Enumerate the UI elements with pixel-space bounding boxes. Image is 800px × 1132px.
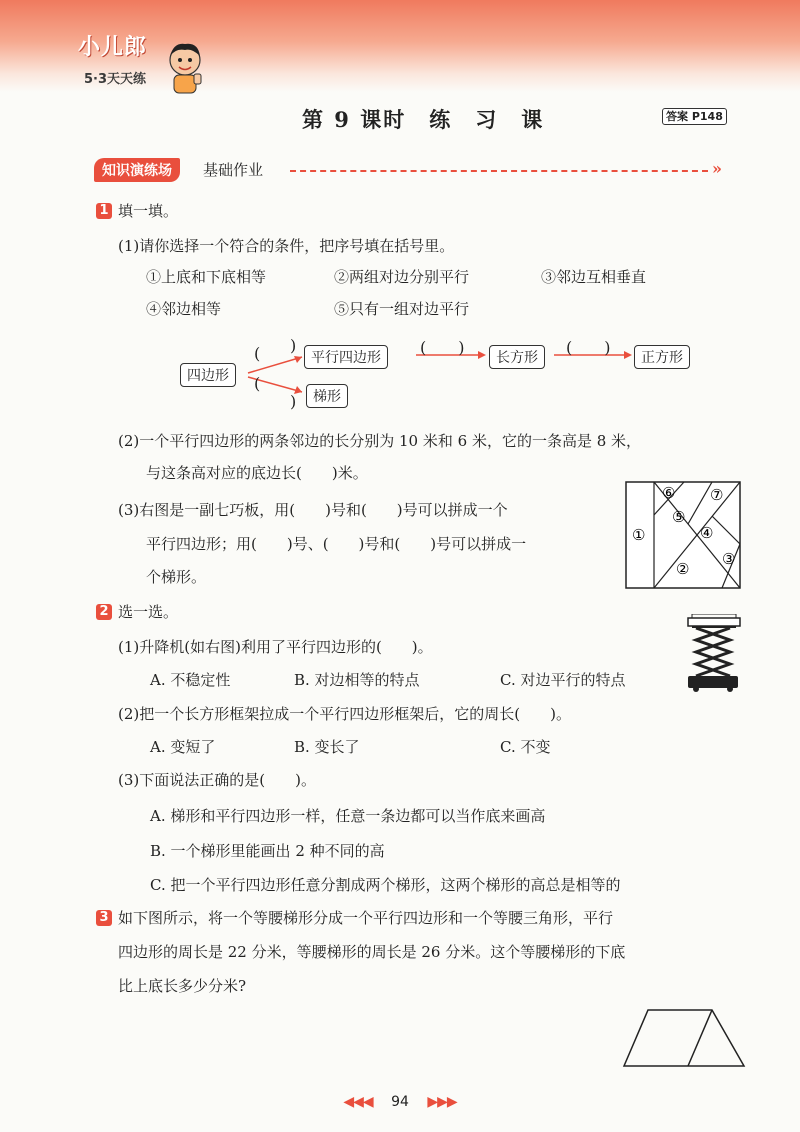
rectangle-box: 长方形: [489, 345, 545, 369]
tangram-label-4: ④: [700, 524, 714, 542]
tangram-label-3: ③: [722, 550, 736, 568]
section-label: 知识演练场: [94, 158, 180, 182]
q2-title: 选一选。: [118, 603, 179, 621]
mascot-icon: [162, 40, 208, 94]
q2-p1-option-b: B. 对边相等的特点: [294, 671, 420, 689]
section-arrows-icon: »: [712, 159, 722, 178]
tangram-label-5: ⑤: [672, 508, 686, 526]
option-5: ⑤只有一组对边平行: [334, 300, 470, 318]
answer-blank-to-parallelogram-r[interactable]: ): [290, 336, 297, 355]
q2-p1-option-c: C. 对边平行的特点: [500, 671, 626, 689]
question-number-1: 1: [96, 203, 112, 219]
scissor-lift-icon: [684, 614, 742, 692]
answer-page-tag: 答案 P148: [662, 108, 727, 125]
q2-p2-option-b: B. 变长了: [294, 738, 360, 756]
q2-p2-option-a: A. 变短了: [150, 738, 216, 756]
q2-part2-text: (2)把一个长方形框架拉成一个平行四边形框架后，它的周长( )。: [118, 705, 571, 723]
tangram-label-6: ⑥: [662, 484, 676, 502]
q3-line2: 四边形的周长是 22 分米，等腰梯形的周长是 26 分米。这个等腰梯形的下底: [118, 943, 626, 961]
q3-line1: 如下图所示，将一个等腰梯形分成一个平行四边形和一个等腰三角形，平行: [118, 909, 614, 927]
q2-p1-option-a: A. 不稳定性: [150, 671, 231, 689]
option-3: ③邻边互相垂直: [541, 268, 647, 286]
q1-part2-line2: 与这条高对应的底边长( )米。: [146, 464, 368, 482]
q1-part3-line3: 个梯形。: [146, 568, 207, 586]
answer-blank-to-parallelogram-l[interactable]: (: [254, 344, 261, 363]
answer-blank-to-square[interactable]: ( ): [566, 338, 611, 357]
question-number-2: 2: [96, 604, 112, 620]
q2-part3-text: (3)下面说法正确的是( )。: [118, 771, 316, 789]
q2-part1-text: (1)升降机(如右图)利用了平行四边形的( )。: [118, 638, 433, 656]
q2-p2-option-c: C. 不变: [500, 738, 551, 756]
page-title: 第 9 课时 练 习 课: [302, 107, 545, 132]
parallelogram-box: 平行四边形: [304, 345, 388, 369]
tangram-label-2: ②: [676, 560, 690, 578]
option-1: ①上底和下底相等: [146, 268, 267, 286]
trapezoid-box: 梯形: [306, 384, 348, 408]
question-number-3: 3: [96, 910, 112, 926]
quadrilateral-box: 四边形: [180, 363, 236, 387]
tangram-label-7: ⑦: [710, 486, 724, 504]
q1-part3-line2: 平行四边形；用( )号、( )号和( )号可以拼成一: [146, 535, 527, 553]
square-box: 正方形: [634, 345, 690, 369]
option-4: ④邻边相等: [146, 300, 222, 318]
section-subtitle: 基础作业: [203, 161, 264, 179]
q1-title: 填一填。: [118, 202, 179, 220]
section-divider: [290, 170, 708, 172]
logo-sub-text: 5·3天天练: [84, 72, 147, 87]
tangram-label-1: ①: [632, 526, 646, 544]
tangram-figure: [624, 480, 744, 592]
q1-part3-line1: (3)右图是一副七巧板，用( )号和( )号可以拼成一个: [118, 501, 508, 519]
answer-blank-to-rectangle[interactable]: ( ): [420, 338, 465, 357]
answer-blank-to-trapezoid-r[interactable]: ): [290, 392, 297, 411]
next-arrows-icon: ▶▶▶: [427, 1094, 457, 1110]
option-2: ②两组对边分别平行: [334, 268, 470, 286]
answer-blank-to-trapezoid-l[interactable]: (: [254, 374, 261, 393]
isosceles-trapezoid-figure: [620, 1004, 750, 1072]
page-footer: [0, 1094, 800, 1110]
q1-part2-line1: (2)一个平行四边形的两条邻边的长分别为 10 米和 6 米，它的一条高是 8 米，: [118, 432, 642, 450]
q1-part1-text: (1)请你选择一个符合的条件，把序号填在括号里。: [118, 237, 455, 255]
logo-main-text: 小儿郎: [78, 35, 148, 60]
q2-p3-option-b: B. 一个梯形里能画出 2 种不同的高: [150, 842, 385, 860]
q3-line3: 比上底长多少分米?: [118, 977, 247, 995]
prev-arrows-icon: ◀◀◀: [343, 1094, 373, 1110]
page-number: 94: [391, 1094, 409, 1110]
q2-p3-option-c: C. 把一个平行四边形任意分割成两个梯形，这两个梯形的高总是相等的: [150, 876, 621, 894]
q2-p3-option-a: A. 梯形和平行四边形一样，任意一条边都可以当作底来画高: [150, 807, 546, 825]
